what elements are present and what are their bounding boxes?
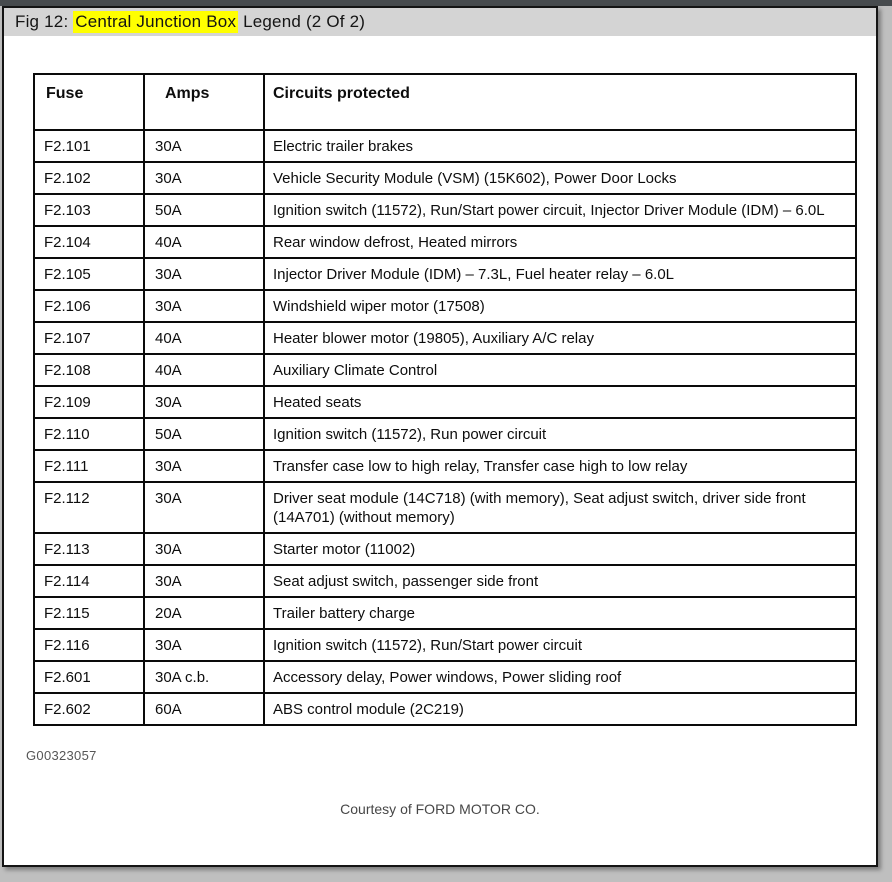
- amps-cell: 60A: [144, 693, 264, 725]
- table-row: [34, 290, 856, 322]
- fuse-cell: F2.114: [34, 565, 144, 597]
- amps-cell: 30A: [144, 533, 264, 565]
- amps-cell: 40A: [144, 322, 264, 354]
- circuits-cell: Injector Driver Module (IDM) – 7.3L, Fuel heater relay – 6.0L: [264, 258, 856, 290]
- circuits-cell: Trailer battery charge: [264, 597, 856, 629]
- circuits-cell: Driver seat module (14C718) (with memory), Seat adjust switch, driver side front (14A701) (without memory): [264, 482, 856, 533]
- amps-cell: 30A: [144, 290, 264, 322]
- fuse-legend-table: [33, 73, 857, 726]
- fuse-cell: F2.103: [34, 194, 144, 226]
- table-row: [34, 482, 856, 533]
- document-frame: [2, 6, 878, 867]
- column-header-circuits: Circuits protected: [264, 74, 856, 130]
- circuits-cell: Electric trailer brakes: [264, 130, 856, 162]
- fuse-cell: F2.601: [34, 661, 144, 693]
- table-row: [34, 450, 856, 482]
- table-row: [34, 130, 856, 162]
- amps-cell: 30A: [144, 482, 264, 533]
- amps-cell: 30A: [144, 450, 264, 482]
- fuse-cell: F2.105: [34, 258, 144, 290]
- figure-title-prefix: Fig 12:: [15, 12, 74, 31]
- courtesy-line: Courtesy of FORD MOTOR CO.: [340, 800, 540, 817]
- fuse-cell: F2.102: [34, 162, 144, 194]
- amps-cell: 50A: [144, 418, 264, 450]
- circuits-cell: Seat adjust switch, passenger side front: [264, 565, 856, 597]
- table-row: [34, 418, 856, 450]
- circuits-cell: Ignition switch (11572), Run/Start power circuit: [264, 629, 856, 661]
- table-header: [34, 74, 856, 130]
- circuits-cell: Windshield wiper motor (17508): [264, 290, 856, 322]
- amps-cell: 30A: [144, 629, 264, 661]
- fuse-table-body: [34, 130, 856, 725]
- circuits-cell: Starter motor (11002): [264, 533, 856, 565]
- figure-title-suffix: Legend (2 Of 2): [238, 12, 366, 31]
- circuits-cell: Transfer case low to high relay, Transfer case high to low relay: [264, 450, 856, 482]
- table-row: [34, 354, 856, 386]
- column-header-amps: Amps: [144, 74, 264, 130]
- fuse-cell: F2.106: [34, 290, 144, 322]
- table-row: [34, 322, 856, 354]
- table-row: [34, 629, 856, 661]
- fuse-cell: F2.112: [34, 482, 144, 533]
- table-row: [34, 194, 856, 226]
- table-row: [34, 258, 856, 290]
- amps-cell: 30A c.b.: [144, 661, 264, 693]
- circuits-cell: Auxiliary Climate Control: [264, 354, 856, 386]
- circuits-cell: Accessory delay, Power windows, Power sliding roof: [264, 661, 856, 693]
- column-header-fuse: Fuse: [34, 74, 144, 130]
- fuse-cell: F2.116: [34, 629, 144, 661]
- figure-title-bar: [4, 8, 876, 36]
- amps-cell: 30A: [144, 162, 264, 194]
- table-row: [34, 162, 856, 194]
- circuits-cell: Heater blower motor (19805), Auxiliary A/C relay: [264, 322, 856, 354]
- table-row: [34, 693, 856, 725]
- amps-cell: 50A: [144, 194, 264, 226]
- amps-cell: 40A: [144, 226, 264, 258]
- fuse-cell: F2.109: [34, 386, 144, 418]
- circuits-cell: Vehicle Security Module (VSM) (15K602), Power Door Locks: [264, 162, 856, 194]
- circuits-cell: Ignition switch (11572), Run/Start power circuit, Injector Driver Module (IDM) – 6.0L: [264, 194, 856, 226]
- fuse-cell: F2.101: [34, 130, 144, 162]
- table-row: [34, 565, 856, 597]
- table-row: [34, 226, 856, 258]
- search-highlight: Central Junction Box: [75, 12, 237, 31]
- amps-cell: 40A: [144, 354, 264, 386]
- table-row: [34, 386, 856, 418]
- amps-cell: 20A: [144, 597, 264, 629]
- amps-cell: 30A: [144, 386, 264, 418]
- circuits-cell: Ignition switch (11572), Run power circuit: [264, 418, 856, 450]
- table-row: [34, 661, 856, 693]
- fuse-cell: F2.602: [34, 693, 144, 725]
- fuse-cell: F2.115: [34, 597, 144, 629]
- fuse-cell: F2.113: [34, 533, 144, 565]
- document-area: [4, 73, 876, 817]
- fuse-cell: F2.104: [34, 226, 144, 258]
- table-row: [34, 533, 856, 565]
- fuse-cell: F2.110: [34, 418, 144, 450]
- figure-id: G00323057: [26, 747, 97, 763]
- circuits-cell: Heated seats: [264, 386, 856, 418]
- fuse-cell: F2.111: [34, 450, 144, 482]
- fuse-cell: F2.108: [34, 354, 144, 386]
- table-row: [34, 597, 856, 629]
- fuse-cell: F2.107: [34, 322, 144, 354]
- table-header-row: [34, 74, 856, 130]
- circuits-cell: ABS control module (2C219): [264, 693, 856, 725]
- amps-cell: 30A: [144, 565, 264, 597]
- amps-cell: 30A: [144, 258, 264, 290]
- circuits-cell: Rear window defrost, Heated mirrors: [264, 226, 856, 258]
- amps-cell: 30A: [144, 130, 264, 162]
